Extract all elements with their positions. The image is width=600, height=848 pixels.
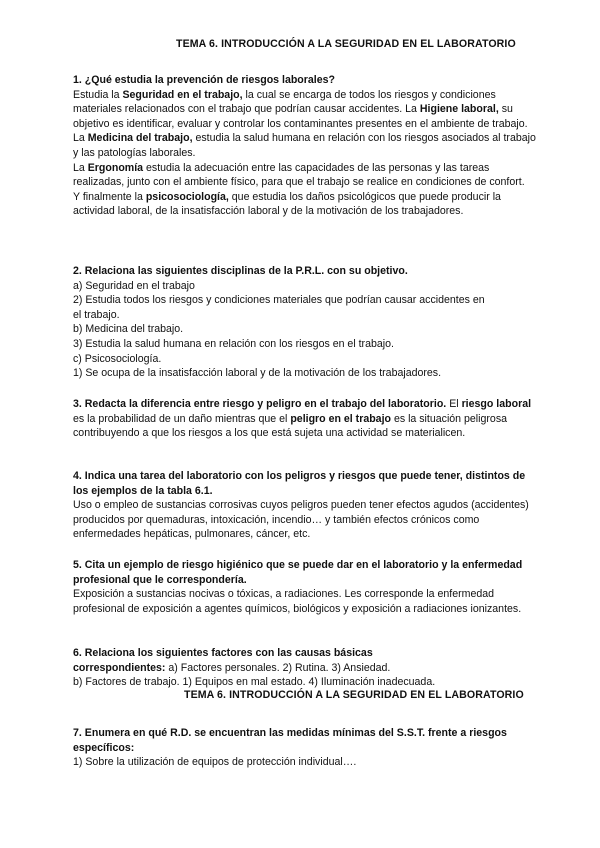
term-riesgo-laboral: riesgo laboral <box>461 398 532 410</box>
q6-answer-b: b) Factores de trabajo. 1) Equipos en mal estado. 4) Iluminación inadecuada. <box>73 676 436 689</box>
q2-line: 1) Se ocupa de la insatisfacción laboral y de la motivación de los trabajadores. <box>73 367 442 380</box>
question-1-block <box>73 73 543 219</box>
page-header: TEMA 6. INTRODUCCIÓN A LA SEGURIDAD EN EL LABORATORIO <box>176 38 516 50</box>
q3-paragraph: 3. Redacta la diferencia entre riesgo y peligro en el trabajo del laboratorio. El riesgo laboral es la probabilidad de un daño mientras que el peligro en el trabajo es la situación peligrosa contribuyendo a que los riesgos a los que está sujeta una actividad se materialicen. <box>73 398 532 440</box>
q4-answer: Uso o empleo de sustancias corrosivas cuyos peligros pueden tener efectos agudos (accidentes) producidos por quemaduras, intoxicación, incendio… y también efectos crónicos como enfermedades hepáticas, pulmonares, cáncer, etc. <box>73 499 529 541</box>
question-5-heading: 5. Cita un ejemplo de riesgo higiénico que se puede dar en el laboratorio y la enfermedad profesional que le correspondería. <box>73 559 523 586</box>
q1-paragraph-3: La Ergonomía estudia la adecuación entre las capacidades de las personas y las tareas realizadas, junto con el ambiente físico, para que el trabajo se realice en condiciones de confort. <box>73 161 525 189</box>
q7-answer: 1) Sobre la utilización de equipos de protección individual…. <box>73 756 357 769</box>
question-4-heading: 4. Indica una tarea del laboratorio con los peligros y riesgos que puede tener, distintos de los ejemplos de la tabla 6.1. <box>73 470 526 497</box>
question-6-block <box>73 646 543 690</box>
q1-paragraph-2: La Medicina del trabajo, estudia la salud humana en relación con los riesgos asociados al trabajo y las patologías laborales. <box>73 132 536 159</box>
question-5-block <box>73 558 543 616</box>
q2-line: b) Medicina del trabajo. <box>73 323 184 336</box>
question-7-block <box>73 726 543 770</box>
question-4-block <box>73 469 543 542</box>
question-6-heading: 6. Relaciona los siguientes factores con las causas básicas <box>73 647 373 659</box>
question-3-block <box>73 397 543 441</box>
q5-answer: Exposición a sustancias nocivas o tóxicas, a radiaciones. Les corresponde la enfermedad profesional de exposición a agentes químicos, biológicos y exposición a radiaciones ionizantes. <box>73 588 522 615</box>
question-2-heading: 2. Relaciona las siguientes disciplinas de la P.R.L. con su objetivo. <box>73 265 408 277</box>
q6-answer-a: correspondientes: a) Factores personales. 2) Rutina. 3) Ansiedad. <box>73 661 391 674</box>
question-1-heading: 1. ¿Qué estudia la prevención de riesgos laborales? <box>73 74 335 86</box>
term-seguridad: Seguridad en el trabajo, <box>122 88 243 101</box>
q2-line: 2) Estudia todos los riesgos y condiciones materiales que podrían causar accidentes en el trabajo. <box>73 294 485 321</box>
term-peligro: peligro en el trabajo <box>290 412 391 425</box>
page-header-repeat: TEMA 6. INTRODUCCIÓN A LA SEGURIDAD EN EL LABORATORIO <box>184 689 524 701</box>
term-medicina: Medicina del trabajo, <box>87 132 193 145</box>
q2-line: c) Psicosociología. <box>73 352 162 365</box>
term-ergonomia: Ergonomía <box>87 161 144 174</box>
question-3-heading: 3. Redacta la diferencia entre riesgo y peligro en el trabajo del laboratorio. <box>73 398 447 410</box>
q1-paragraph-1: Estudia la Seguridad en el trabajo, la cual se encarga de todos los riesgos y condiciones materiales relacionados con el trabajo que podrían causar accidentes. La Higiene laboral, su objetivo es identificar, evaluar y controlar los contaminantes presentes en el ambiente de trabajo. <box>73 88 528 130</box>
q1-paragraph-4: Y finalmente la psicosociología, que estudia los daños psicológicos que puede producir la actividad laboral, de la insatisfacción laboral y de la motivación de los trabajadores. <box>73 190 501 218</box>
question-7-heading: 7. Enumera en qué R.D. se encuentran las medidas mínimas del S.S.T. frente a riesgos específicos: <box>73 727 507 754</box>
q2-line: 3) Estudia la salud humana en relación con los riesgos en el trabajo. <box>73 337 394 350</box>
q2-line: a) Seguridad en el trabajo <box>73 279 195 292</box>
term-higiene: Higiene laboral, <box>419 103 499 116</box>
question-2-block <box>73 264 543 381</box>
term-psicosociologia: psicosociología, <box>145 190 229 203</box>
